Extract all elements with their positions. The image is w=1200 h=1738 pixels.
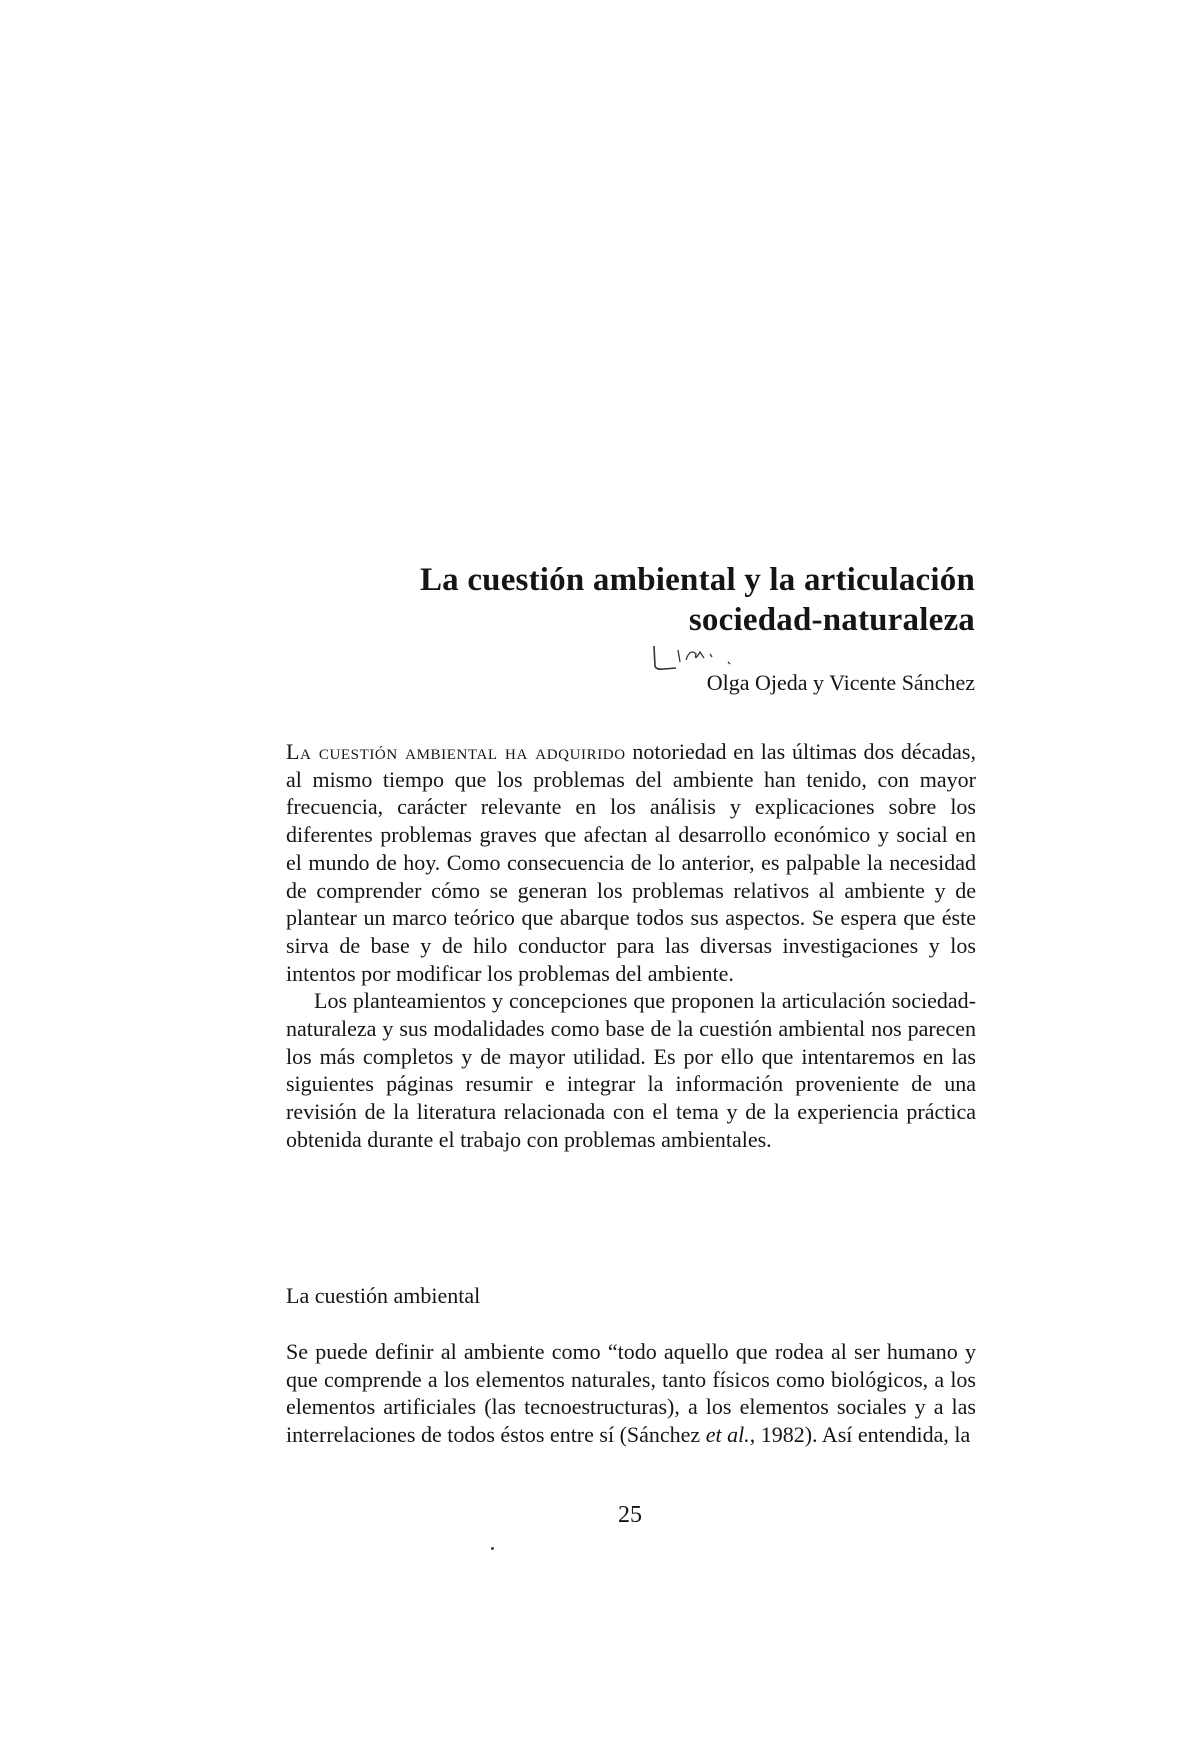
paragraph-3 <box>286 1338 976 1449</box>
paragraph-1-lead-in: La cuestión ambiental ha adquirido <box>286 739 626 764</box>
paragraph-1 <box>286 738 976 987</box>
scan-speck <box>491 1547 494 1550</box>
title-line-1: La cuestión ambiental y la articulación <box>419 562 975 598</box>
paragraph-3-italic: et al. <box>705 1422 750 1448</box>
article-authors: Olga Ojeda y Vicente Sánchez <box>706 670 975 695</box>
section-body <box>286 1338 976 1449</box>
title-line-2: sociedad-naturaleza <box>688 602 975 638</box>
page-number: 25 <box>618 1502 642 1528</box>
article-body <box>286 738 976 1154</box>
paragraph-3-text-a: Se puede definir al ambiente como “todo aquello que rodea al ser humano y que comprende a los elementos naturales, tanto físicos como biológicos, a los elementos artificiales (las tecnoestructuras), a los elementos sociales y a las interrelaciones de todos éstos entre sí (Sánchez <box>286 1339 976 1448</box>
paragraph-1-text: notoriedad en las últimas dos décadas, al mismo tiempo que los problemas del ambiente han tenido, con mayor frecuencia, carácter relevante en los análisis y explicaciones sobre los diferentes problemas graves que afectan al desarrollo económico y social en el mundo de hoy. Como consecuencia de lo anterior, es palpable la necesidad de comprender cómo se generan los problemas relativos al ambiente y de plantear un marco teórico que abarque todos sus aspectos. Se espera que éste sirva de base y de hilo conductor para las diversas investigaciones y los intentos por modificar los problemas del ambiente. <box>286 739 976 986</box>
section-heading: La cuestión ambiental <box>286 1283 481 1308</box>
paragraph-2: Los planteamientos y concepciones que proponen la articulación sociedad-naturaleza y sus modalidades como base de la cuestión ambiental nos parecen los más completos y de mayor utilidad. Es por ello que intentaremos en las siguientes páginas resumir e integrar la información proveniente de una revisión de la literatura relacionada con el tema y de la experiencia práctica obtenida durante el trabajo con problemas ambientales. <box>286 988 976 1152</box>
article-title <box>285 560 975 640</box>
paragraph-3-text-b: , 1982). Así entendida, la <box>749 1422 971 1448</box>
